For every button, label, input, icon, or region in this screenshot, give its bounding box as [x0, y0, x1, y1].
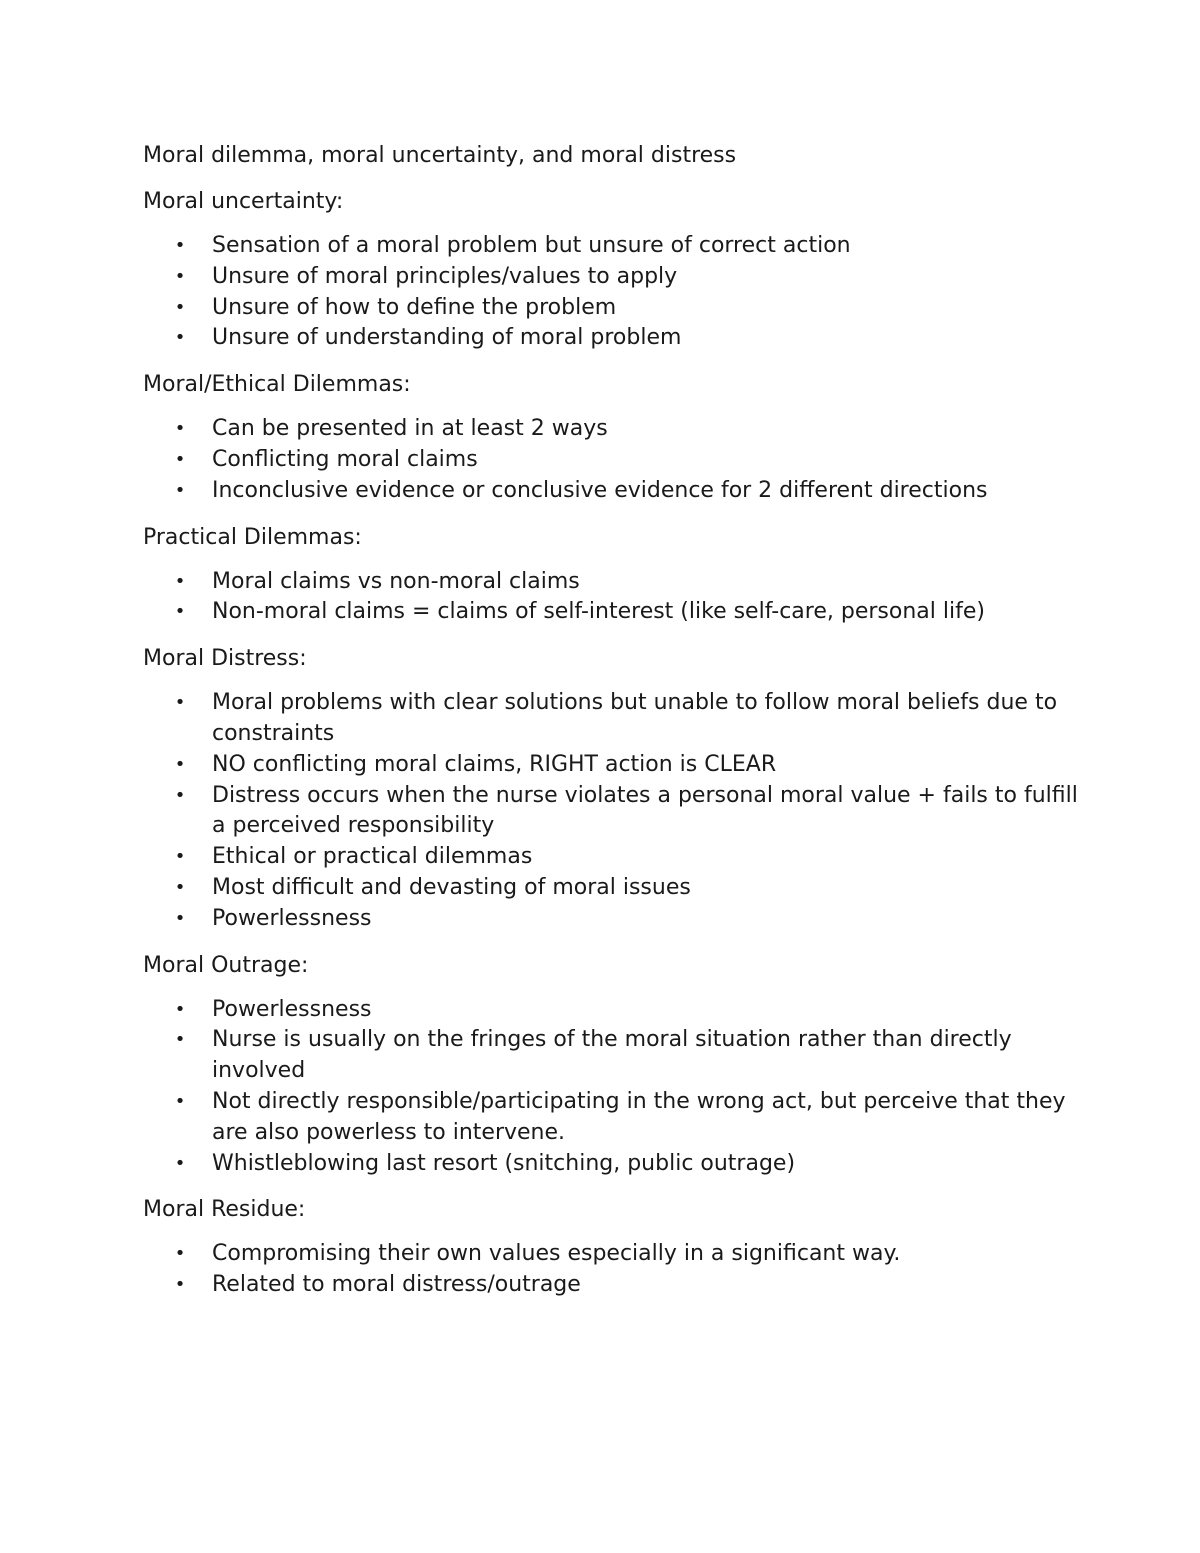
bullet-icon: •	[174, 998, 186, 1020]
bullet-icon: •	[174, 1152, 186, 1174]
list-item-text: Moral problems with clear solutions but unable to follow moral beliefs due to constraints	[212, 690, 1058, 746]
list-item	[143, 1270, 1083, 1301]
list-item-text: Ethical or practical dilemmas	[212, 844, 533, 870]
list-item-text: Conflicting moral claims	[212, 446, 478, 472]
list-item	[143, 842, 1083, 873]
bullet-icon: •	[174, 876, 186, 898]
bullet-list	[143, 231, 1083, 354]
list-item	[143, 904, 1083, 935]
list-item-text: NO conflicting moral claims, RIGHT action is CLEAR	[212, 751, 777, 777]
list-item	[143, 1239, 1083, 1270]
list-item	[143, 231, 1083, 262]
list-item	[143, 262, 1083, 293]
list-item	[143, 873, 1083, 904]
list-item-text: Powerlessness	[212, 996, 372, 1022]
list-item	[143, 1025, 1083, 1087]
bullet-icon: •	[174, 907, 186, 929]
list-item-text: Distress occurs when the nurse violates a personal moral value + fails to fulfill a perceived responsibility	[212, 782, 1078, 839]
bullet-list	[143, 1239, 1083, 1301]
document-title: Moral dilemma, moral uncertainty, and moral distress	[143, 143, 737, 168]
bullet-icon: •	[174, 1029, 186, 1051]
bullet-icon: •	[174, 235, 186, 256]
bullet-icon: •	[174, 846, 186, 868]
bullet-icon: •	[174, 784, 186, 806]
bullet-icon: •	[174, 327, 186, 349]
list-item	[143, 293, 1083, 324]
list-item-text: Compromising their own values especially in a significant way.	[212, 1241, 901, 1267]
list-item-text: Most difficult and devasting of moral issues	[212, 874, 691, 900]
list-item	[143, 750, 1083, 781]
list-item-text: Inconclusive evidence or conclusive evidence for 2 different directions	[212, 477, 988, 503]
bullet-icon: •	[174, 296, 186, 318]
list-item-text: Whistleblowing last resort (snitching, public outrage)	[212, 1150, 796, 1176]
section-moral-outrage	[143, 949, 1083, 1180]
list-item	[143, 323, 1083, 354]
section-heading: Moral Residue:	[143, 1197, 306, 1223]
list-item-text: Unsure of moral principles/values to apply	[212, 263, 678, 289]
document-page	[143, 139, 1083, 1315]
section-moral-ethical-dilemmas	[143, 368, 1083, 506]
list-item-text: Not directly responsible/participating in the wrong act, but perceive that they are also powerless to intervene.	[212, 1088, 1066, 1145]
bullet-icon: •	[174, 1243, 186, 1265]
bullet-list	[143, 688, 1083, 934]
section-practical-dilemmas	[143, 521, 1083, 629]
section-moral-uncertainty	[143, 185, 1083, 354]
list-item	[143, 597, 1083, 628]
bullet-list	[143, 567, 1083, 629]
list-item-text: Powerlessness	[212, 905, 372, 931]
bullet-icon: •	[174, 601, 186, 623]
list-item	[143, 1149, 1083, 1180]
list-item	[143, 414, 1083, 445]
bullet-list	[143, 414, 1083, 506]
list-item-text: Nurse is usually on the fringes of the moral situation rather than directly involved	[212, 1027, 1012, 1084]
bullet-icon: •	[174, 570, 186, 592]
bullet-icon: •	[174, 448, 186, 470]
bullet-icon: •	[174, 1274, 186, 1296]
list-item	[143, 688, 1083, 750]
section-heading: Moral Outrage:	[143, 952, 309, 978]
bullet-list	[143, 995, 1083, 1180]
section-moral-distress	[143, 642, 1083, 934]
list-item-text: Unsure of how to define the problem	[212, 294, 617, 320]
section-heading: Moral Distress:	[143, 646, 307, 672]
section-heading: Moral uncertainty:	[143, 189, 344, 214]
list-item	[143, 476, 1083, 507]
list-item-text: Non-moral claims = claims of self-interest (like self-care, personal life)	[212, 599, 985, 625]
list-item-text: Related to moral distress/outrage	[212, 1272, 581, 1298]
section-moral-residue	[143, 1193, 1083, 1301]
bullet-icon: •	[174, 418, 186, 440]
list-item	[143, 1087, 1083, 1149]
bullet-icon: •	[174, 753, 186, 775]
list-item-text: Can be presented in at least 2 ways	[212, 416, 608, 442]
bullet-icon: •	[174, 692, 186, 714]
list-item-text: Sensation of a moral problem but unsure of correct action	[212, 233, 851, 258]
list-item	[143, 781, 1083, 843]
list-item-text: Unsure of understanding of moral problem	[212, 325, 682, 351]
section-heading: Moral/Ethical Dilemmas:	[143, 372, 411, 398]
list-item	[143, 567, 1083, 598]
bullet-icon: •	[174, 265, 186, 287]
list-item	[143, 995, 1083, 1026]
bullet-icon: •	[174, 479, 186, 501]
list-item	[143, 445, 1083, 476]
list-item-text: Moral claims vs non-moral claims	[212, 568, 580, 594]
bullet-icon: •	[174, 1090, 186, 1112]
section-heading: Practical Dilemmas:	[143, 524, 362, 550]
